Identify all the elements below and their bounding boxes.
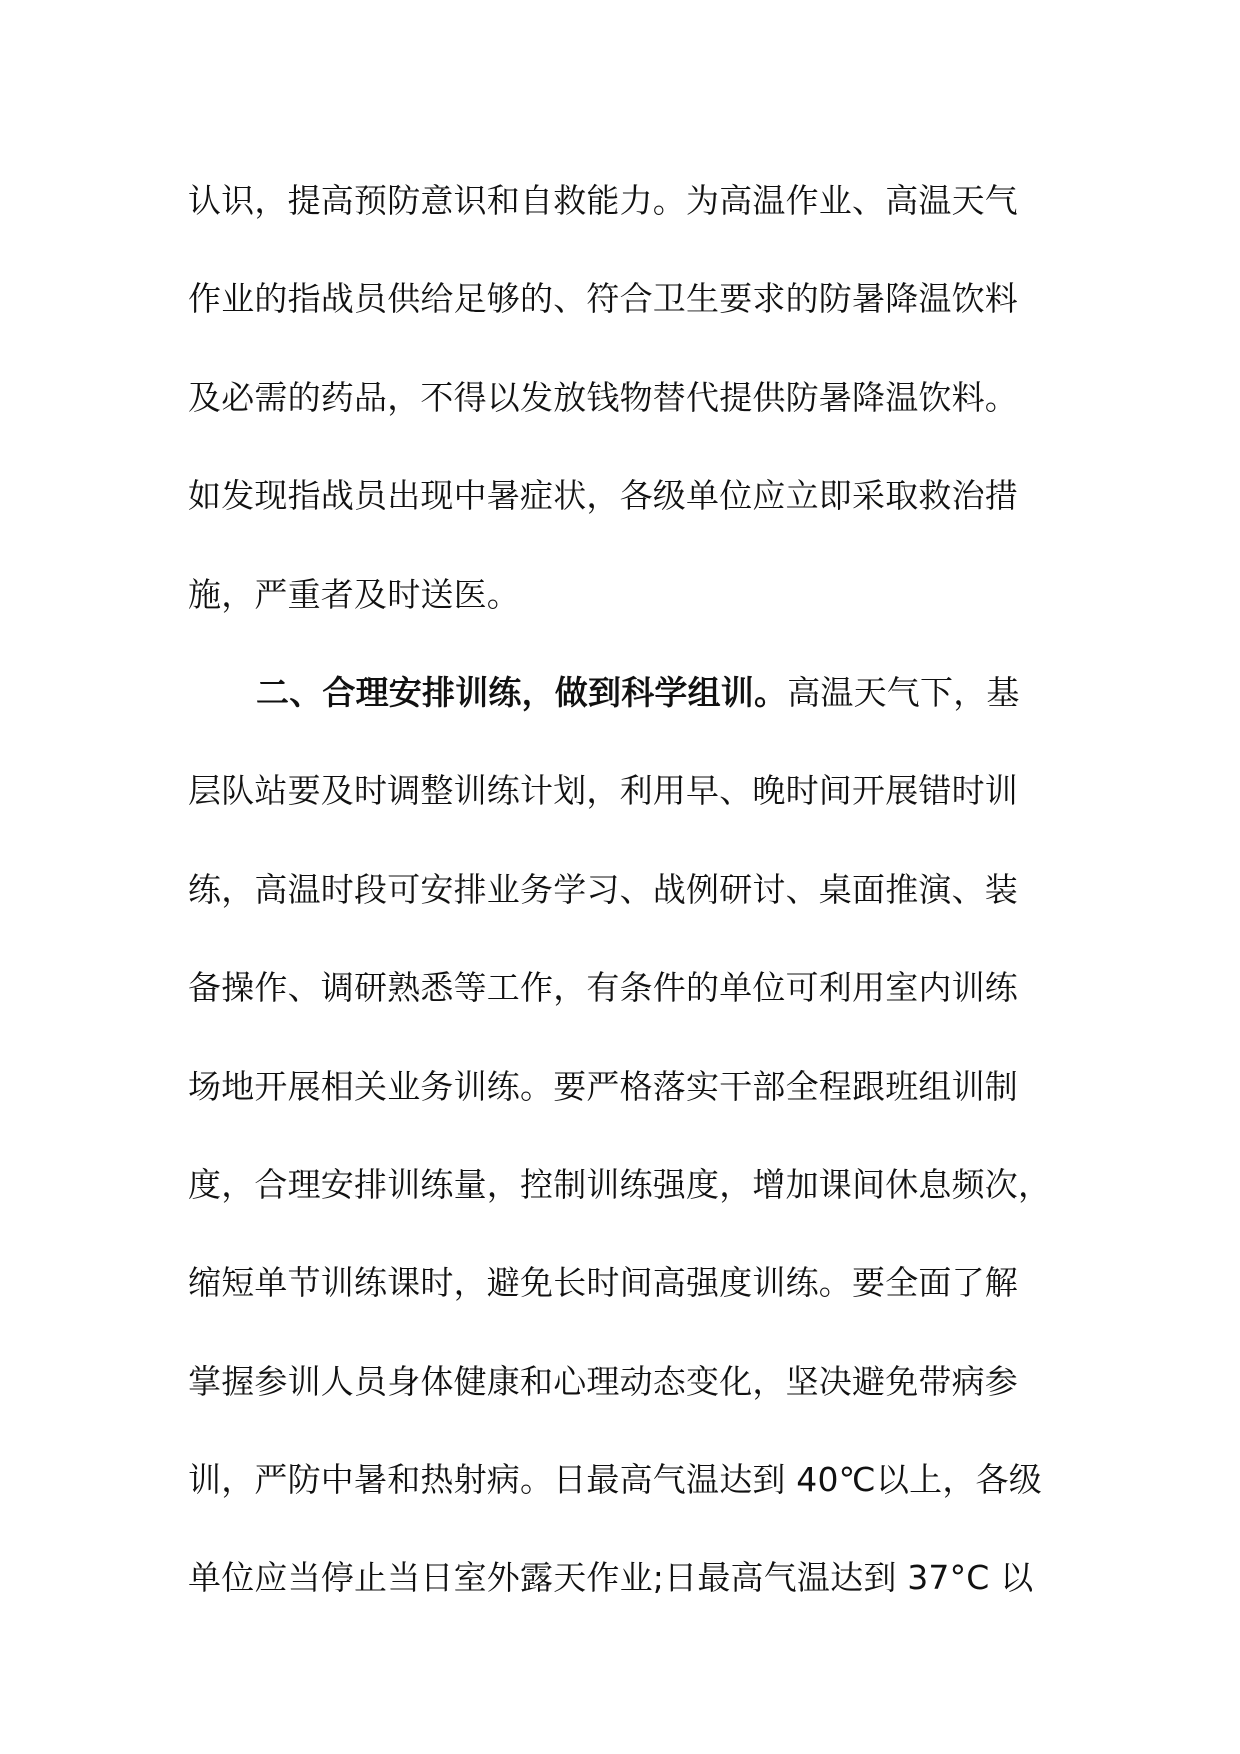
text-line: 层队站要及时调整训练计划，利用早、晚时间开展错时训: [188, 771, 1018, 811]
section-heading: 二、合理安排训练，做到科学组训。: [256, 672, 788, 712]
text-line: 及必需的药品，不得以发放钱物替代提供防暑降温饮料。: [188, 377, 1018, 417]
text-line: 练，高温时段可安排业务学习、战例研讨、桌面推演、装: [188, 869, 1018, 909]
text-line: 作业的指战员供给足够的、符合卫生要求的防暑降温饮料: [188, 279, 1018, 319]
section-heading-line: [188, 655, 1068, 753]
text-line: 掌握参训人员身体健康和心理动态变化，坚决避免带病参: [188, 1361, 1018, 1401]
text-line: 训，严防中暑和热射病。日最高气温达到 40℃以上，各级: [188, 1460, 1042, 1500]
section-heading-tail: 高温天气下，基: [787, 672, 1020, 712]
text-line: 缩短单节训练课时，避免长时间高强度训练。要全面了解: [188, 1263, 1018, 1303]
text-line: 施，严重者及时送医。: [188, 574, 520, 614]
text-line: 备操作、调研熟悉等工作，有条件的单位可利用室内训练: [188, 968, 1018, 1008]
text-line: 如发现指战员出现中暑症状，各级单位应立即采取救治措: [188, 476, 1018, 516]
text-line: 认识，提高预防意识和自救能力。为高温作业、高温天气: [188, 181, 1018, 220]
body-text: [188, 163, 1068, 1639]
text-line: 度，合理安排训练量，控制训练强度，增加课间休息频次，: [188, 1164, 1052, 1204]
text-line: 场地开展相关业务训练。要严格落实干部全程跟班组训制: [188, 1066, 1018, 1106]
text-line: 单位应当停止当日室外露天作业;日最高气温达到 37°C 以: [188, 1558, 1034, 1598]
